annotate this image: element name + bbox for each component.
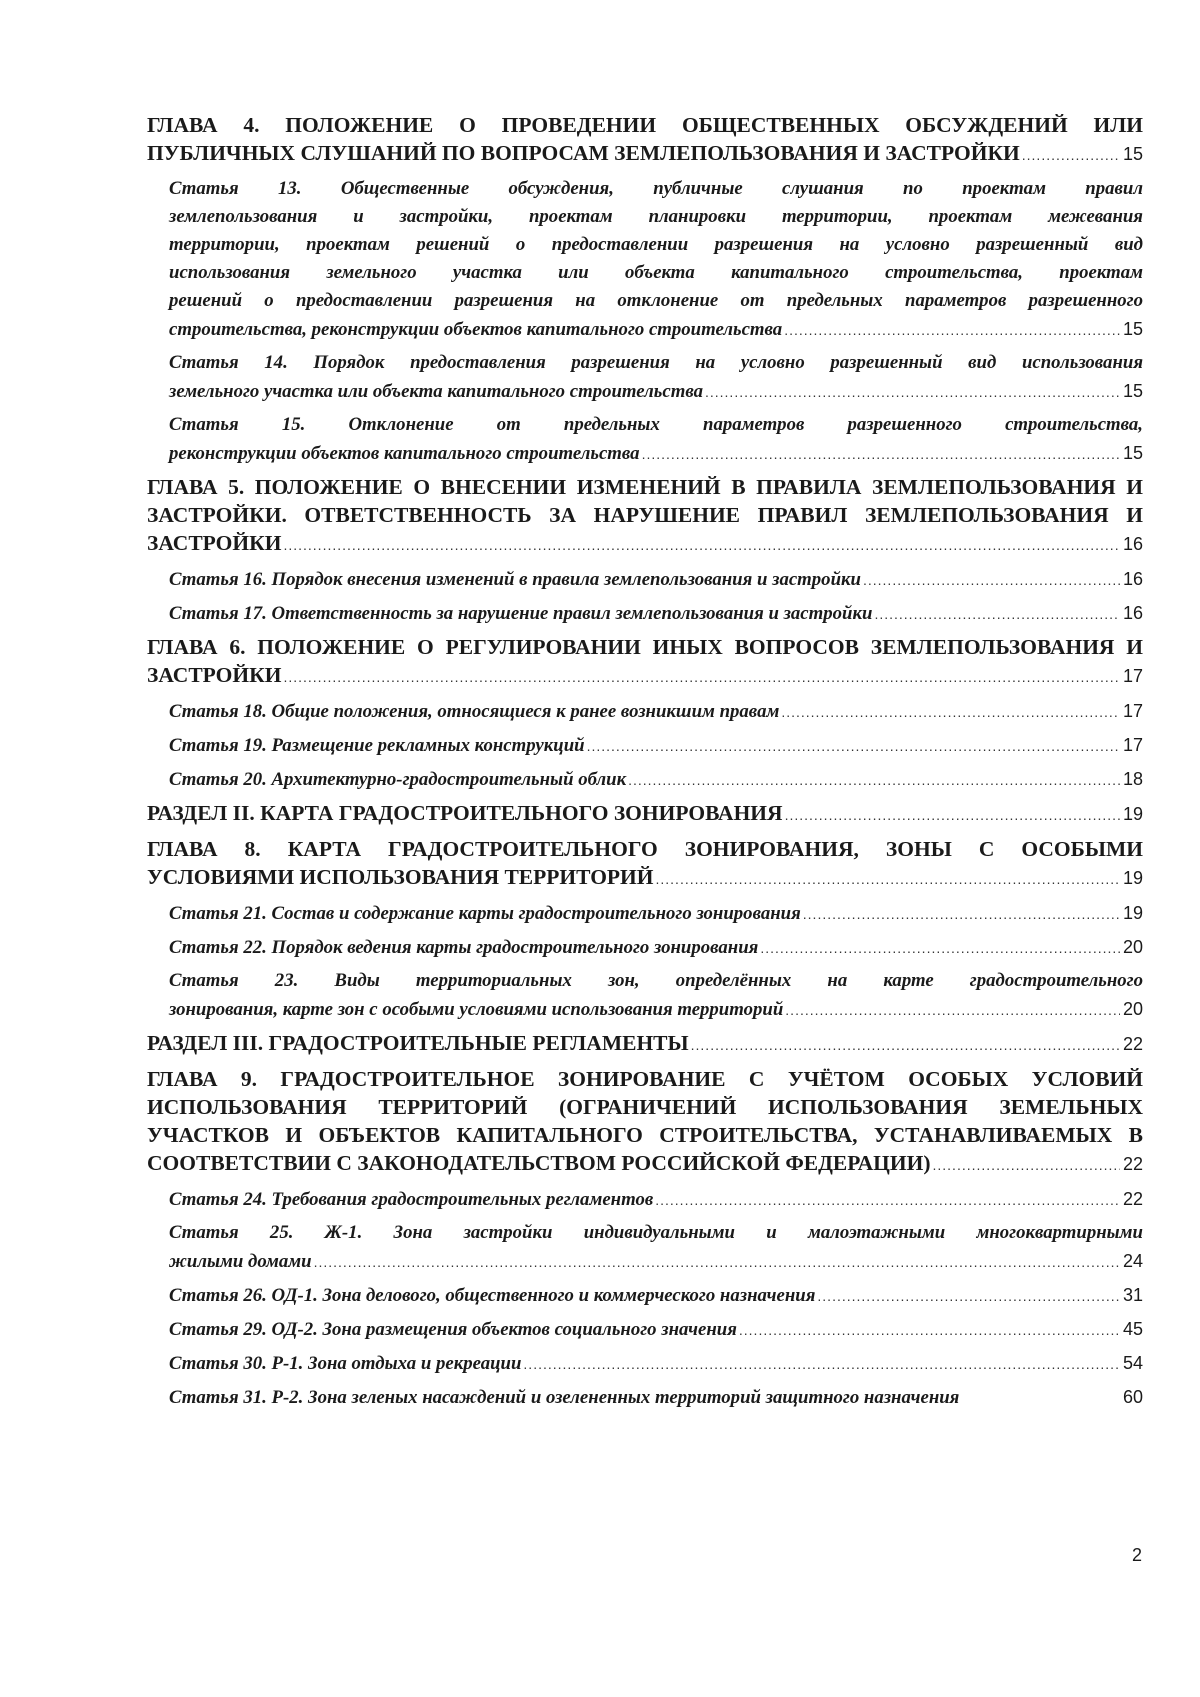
toc-entry-label: жилыми домами — [169, 1251, 312, 1272]
toc-entry-last-line — [169, 599, 1143, 628]
toc-entry-last-line — [169, 765, 1143, 794]
toc-entry-line: ГЛАВА 9. ГРАДОСТРОИТЕЛЬНОЕ ЗОНИРОВАНИЕ С УЧЁТОМ ОСОБЫХ УСЛОВИЙ — [147, 1067, 1143, 1091]
toc-entry-line: решений о предоставлении разрешения на отклонение от предельных параметров разрешенного — [169, 290, 1143, 311]
dot-leader — [785, 801, 1120, 829]
toc-entry-line: ГЛАВА 6. ПОЛОЖЕНИЕ О РЕГУЛИРОВАНИИ ИНЫХ ВОПРОСОВ ЗЕМЛЕПОЛЬЗОВАНИЯ И — [147, 635, 1143, 659]
toc-entry-label: Статья 17. Ответственность за нарушение правил землепользования и застройки — [169, 603, 873, 624]
toc-entry-line: УЧАСТКОВ И ОБЪЕКТОВ КАПИТАЛЬНОГО СТРОИТЕЛЬСТВА, УСТАНАВЛИВАЕМЫХ В — [147, 1123, 1143, 1147]
table-of-contents — [147, 111, 1143, 1417]
toc-entry-label: РАЗДЕЛ III. ГРАДОСТРОИТЕЛЬНЫЕ РЕГЛАМЕНТЫ — [147, 1031, 689, 1055]
toc-entry-last-line — [169, 1281, 1143, 1310]
toc-entry-label: Статья 19. Размещение рекламных конструкций — [169, 735, 585, 756]
dot-leader — [655, 1186, 1120, 1214]
toc-entry-line: ЗАСТРОЙКИ. ОТВЕТСТВЕННОСТЬ ЗА НАРУШЕНИЕ ПРАВИЛ ЗЕМЛЕПОЛЬЗОВАНИЯ И — [147, 503, 1143, 527]
dot-leader — [705, 378, 1120, 406]
toc-page-number: 17 — [1122, 735, 1143, 755]
toc-page-number: 20 — [1122, 937, 1143, 957]
toc-entry-label: ЗАСТРОЙКИ — [147, 663, 282, 687]
toc-page-number: 17 — [1122, 701, 1143, 721]
toc-entry-label: Статья 30. Р-1. Зона отдыха и рекреации — [169, 1353, 522, 1374]
toc-entry-label: зонирования, карте зон с особыми условиями использования территорий — [169, 999, 784, 1020]
toc-article-entry[interactable] — [169, 899, 1143, 928]
toc-entry-last-line — [169, 377, 1143, 406]
toc-entry-label: ПУБЛИЧНЫХ СЛУШАНИЙ ПО ВОПРОСАМ ЗЕМЛЕПОЛЬЗОВАНИЯ И ЗАСТРОЙКИ — [147, 141, 1020, 165]
toc-page-number: 22 — [1122, 1154, 1143, 1174]
toc-entry-line: территории, проектам решений о предоставлении разрешения на условно разрешенный вид — [169, 234, 1143, 255]
toc-entry-label: Статья 29. ОД-2. Зона размещения объектов социального значения — [169, 1319, 737, 1340]
toc-article-entry[interactable] — [169, 731, 1143, 760]
toc-article-entry[interactable] — [169, 1281, 1143, 1310]
toc-heading-entry[interactable] — [147, 835, 1143, 893]
dot-leader — [283, 663, 1120, 691]
toc-heading-entry[interactable] — [147, 799, 1143, 829]
toc-page-number: 15 — [1122, 144, 1143, 164]
toc-entry-line: ГЛАВА 4. ПОЛОЖЕНИЕ О ПРОВЕДЕНИИ ОБЩЕСТВЕННЫХ ОБСУЖДЕНИЙ ИЛИ — [147, 113, 1143, 137]
toc-heading-entry[interactable] — [147, 1065, 1143, 1179]
toc-entry-title-lines — [169, 967, 1143, 995]
toc-entry-label: Статья 24. Требования градостроительных регламентов — [169, 1189, 654, 1210]
toc-entry-line: землепользования и застройки, проектам планировки территории, проектам межевания — [169, 206, 1143, 227]
toc-article-entry[interactable] — [169, 1349, 1143, 1378]
toc-page-number: 54 — [1122, 1353, 1143, 1373]
dot-leader — [642, 440, 1120, 468]
toc-entry-label: Статья 31. Р-2. Зона зеленых насаждений и озелененных территорий защитного назначения — [169, 1387, 960, 1408]
toc-entry-label: ЗАСТРОЙКИ — [147, 531, 282, 555]
toc-entry-line: Статья 25. Ж-1. Зона застройки индивидуальными и малоэтажными многоквартирными — [169, 1222, 1143, 1243]
toc-entry-last-line — [169, 731, 1143, 760]
dot-leader — [803, 900, 1120, 928]
dot-leader — [1022, 141, 1120, 169]
toc-entry-last-line — [169, 1315, 1143, 1344]
toc-page-number: 19 — [1122, 868, 1143, 888]
toc-entry-last-line — [169, 1185, 1143, 1214]
toc-page-number: 22 — [1122, 1189, 1143, 1209]
toc-page-number: 60 — [1122, 1387, 1143, 1407]
toc-entry-label: СООТВЕТСТВИИ С ЗАКОНОДАТЕЛЬСТВОМ РОССИЙСКОЙ ФЕДЕРАЦИИ) — [147, 1151, 931, 1175]
toc-entry-line: Статья 13. Общественные обсуждения, публичные слушания по проектам правил — [169, 178, 1143, 199]
toc-page-number: 16 — [1122, 603, 1143, 623]
toc-entry-last-line — [169, 697, 1143, 726]
toc-page-number: 24 — [1122, 1251, 1143, 1271]
toc-entry-last-line — [147, 1029, 1143, 1059]
toc-page-number: 17 — [1122, 666, 1143, 686]
toc-article-entry[interactable] — [169, 1383, 1143, 1412]
toc-entry-title-lines — [147, 835, 1143, 863]
toc-entry-title-lines — [169, 175, 1143, 315]
dot-leader — [523, 1350, 1120, 1378]
dot-leader — [587, 732, 1120, 760]
toc-heading-entry[interactable] — [147, 1029, 1143, 1059]
toc-article-entry[interactable] — [169, 1219, 1143, 1276]
toc-heading-entry[interactable] — [147, 633, 1143, 691]
toc-article-entry[interactable] — [169, 765, 1143, 794]
dot-leader — [817, 1282, 1120, 1310]
toc-heading-entry[interactable] — [147, 111, 1143, 169]
toc-page-number: 20 — [1122, 999, 1143, 1019]
dot-leader — [781, 698, 1120, 726]
toc-entry-title-lines — [147, 473, 1143, 529]
toc-entry-last-line — [169, 1383, 1143, 1412]
toc-page-number: 15 — [1122, 319, 1143, 339]
toc-entry-last-line — [169, 1349, 1143, 1378]
toc-page-number: 15 — [1122, 443, 1143, 463]
toc-entry-last-line — [147, 863, 1143, 893]
toc-entry-line: ГЛАВА 5. ПОЛОЖЕНИЕ О ВНЕСЕНИИ ИЗМЕНЕНИЙ В ПРАВИЛА ЗЕМЛЕПОЛЬЗОВАНИЯ И — [147, 475, 1143, 499]
toc-entry-label: РАЗДЕЛ II. КАРТА ГРАДОСТРОИТЕЛЬНОГО ЗОНИРОВАНИЯ — [147, 801, 783, 825]
toc-entry-title-lines — [147, 111, 1143, 139]
dot-leader — [691, 1031, 1120, 1059]
toc-article-entry[interactable] — [169, 933, 1143, 962]
toc-heading-entry[interactable] — [147, 473, 1143, 559]
page-number: 2 — [1131, 1545, 1142, 1565]
toc-entry-label: Статья 18. Общие положения, относящиеся к ранее возникшим правам — [169, 701, 780, 722]
toc-entry-label: земельного участка или объекта капитального строительства — [169, 381, 703, 402]
toc-article-entry[interactable] — [169, 411, 1143, 468]
toc-entry-last-line — [147, 799, 1143, 829]
dot-leader — [314, 1248, 1120, 1276]
toc-entry-label: реконструкции объектов капитального строительства — [169, 443, 640, 464]
toc-article-entry[interactable] — [169, 697, 1143, 726]
toc-page-number: 22 — [1122, 1034, 1143, 1054]
toc-entry-label: Статья 21. Состав и содержание карты градостроительного зонирования — [169, 903, 801, 924]
toc-entry-title-lines — [169, 349, 1143, 377]
toc-article-entry[interactable] — [169, 565, 1143, 594]
toc-entry-line: ГЛАВА 8. КАРТА ГРАДОСТРОИТЕЛЬНОГО ЗОНИРОВАНИЯ, ЗОНЫ С ОСОБЫМИ — [147, 837, 1143, 861]
toc-article-entry[interactable] — [169, 349, 1143, 406]
toc-article-entry[interactable] — [169, 1315, 1143, 1344]
toc-entry-label: УСЛОВИЯМИ ИСПОЛЬЗОВАНИЯ ТЕРРИТОРИЙ — [147, 865, 654, 889]
toc-entry-line: ИСПОЛЬЗОВАНИЯ ТЕРРИТОРИЙ (ОГРАНИЧЕНИЙ ИСПОЛЬЗОВАНИЯ ЗЕМЕЛЬНЫХ — [147, 1095, 1143, 1119]
toc-entry-label: Статья 22. Порядок ведения карты градостроительного зонирования — [169, 937, 759, 958]
toc-article-entry[interactable] — [169, 599, 1143, 628]
toc-entry-title-lines — [147, 1065, 1143, 1149]
dot-leader — [874, 600, 1120, 628]
toc-article-entry[interactable] — [169, 175, 1143, 344]
toc-entry-last-line — [169, 315, 1143, 344]
toc-entry-label: Статья 16. Порядок внесения изменений в правила землепользования и застройки — [169, 569, 861, 590]
toc-page-number: 15 — [1122, 381, 1143, 401]
toc-entry-title-lines — [169, 1219, 1143, 1247]
toc-entry-title-lines — [147, 633, 1143, 661]
toc-entry-last-line — [169, 995, 1143, 1024]
toc-entry-last-line — [147, 1149, 1143, 1179]
toc-entry-line: использования земельного участка или объекта капитального строительства, проектам — [169, 262, 1143, 283]
dot-leader — [739, 1316, 1120, 1344]
toc-entry-last-line — [169, 933, 1143, 962]
dot-leader — [785, 996, 1120, 1024]
dot-leader — [863, 566, 1120, 594]
toc-entry-last-line — [169, 1247, 1143, 1276]
dot-leader — [933, 1151, 1120, 1179]
toc-entry-last-line — [147, 139, 1143, 169]
toc-article-entry[interactable] — [169, 967, 1143, 1024]
dot-leader — [760, 934, 1120, 962]
toc-page-number: 16 — [1122, 569, 1143, 589]
dot-leader — [784, 316, 1120, 344]
toc-page-number: 16 — [1122, 534, 1143, 554]
dot-leader — [656, 865, 1120, 893]
toc-entry-last-line — [169, 899, 1143, 928]
toc-entry-last-line — [147, 661, 1143, 691]
toc-page-number: 19 — [1122, 903, 1143, 923]
toc-article-entry[interactable] — [169, 1185, 1143, 1214]
toc-entry-label: Статья 26. ОД-1. Зона делового, общественного и коммерческого назначения — [169, 1285, 816, 1306]
dot-leader — [283, 531, 1120, 559]
toc-entry-line: Статья 15. Отклонение от предельных параметров разрешенного строительства, — [169, 414, 1143, 435]
toc-entry-last-line — [147, 529, 1143, 559]
toc-entry-label: строительства, реконструкции объектов капитального строительства — [169, 319, 783, 340]
toc-entry-last-line — [169, 565, 1143, 594]
toc-entry-last-line — [169, 439, 1143, 468]
toc-page-number: 31 — [1122, 1285, 1143, 1305]
toc-page-number: 19 — [1122, 804, 1143, 824]
toc-entry-line: Статья 23. Виды территориальных зон, определённых на карте градостроительного — [169, 970, 1143, 991]
toc-entry-title-lines — [169, 411, 1143, 439]
toc-page-number: 18 — [1122, 769, 1143, 789]
toc-entry-label: Статья 20. Архитектурно-градостроительный облик — [169, 769, 627, 790]
toc-entry-line: Статья 14. Порядок предоставления разрешения на условно разрешенный вид использования — [169, 352, 1143, 373]
dot-leader — [628, 766, 1120, 794]
toc-page-number: 45 — [1122, 1319, 1143, 1339]
